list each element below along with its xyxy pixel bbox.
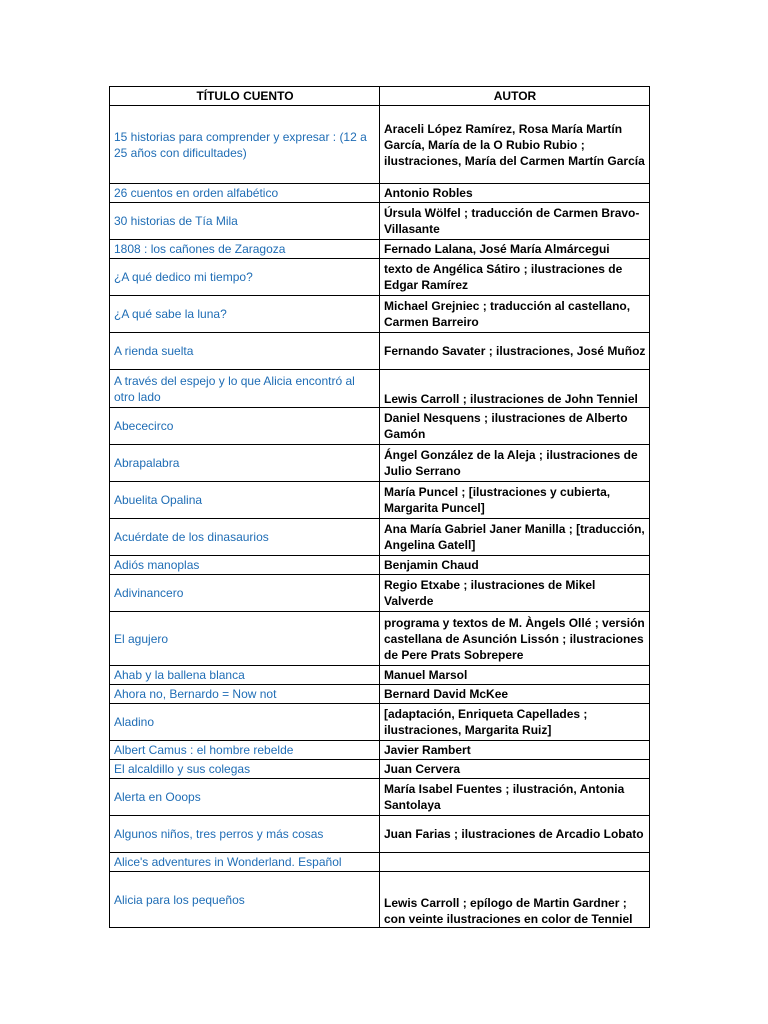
header-title: TÍTULO CUENTO [110,87,380,106]
stories-table [109,86,650,928]
table-row [110,106,650,184]
spreadsheet-table-container [109,86,649,928]
cell-title[interactable]: Abuelita Opalina [110,482,380,519]
table-row [110,760,650,779]
cell-author[interactable]: María Puncel ; [ilustraciones y cubierta, Margarita Puncel] [380,482,650,519]
cell-author[interactable]: Fernado Lalana, José María Almárcegui [380,240,650,259]
cell-author[interactable]: Ana María Gabriel Janer Manilla ; [traducción, Angelina Gatell] [380,519,650,556]
table-row [110,779,650,816]
cell-title[interactable]: El alcaldillo y sus colegas [110,760,380,779]
header-row [110,87,650,106]
cell-title[interactable]: Adivinancero [110,575,380,612]
cell-title[interactable]: Alerta en Ooops [110,779,380,816]
table-row [110,259,650,296]
cell-title[interactable]: Abrapalabra [110,445,380,482]
cell-author[interactable]: Lewis Carroll ; ilustraciones de John Tenniel [380,370,650,408]
cell-author[interactable]: Manuel Marsol [380,666,650,685]
cell-title[interactable]: Acuérdate de los dinasaurios [110,519,380,556]
cell-title[interactable]: 30 historias de Tía Mila [110,203,380,240]
table-row [110,296,650,333]
cell-author[interactable]: Ángel González de la Aleja ; ilustraciones de Julio Serrano [380,445,650,482]
cell-title[interactable]: Ahab y la ballena blanca [110,666,380,685]
table-row [110,203,650,240]
cell-author[interactable]: [adaptación, Enriqueta Capellades ; ilustraciones, Margarita Ruiz] [380,704,650,741]
table-row [110,704,650,741]
cell-author[interactable]: programa y textos de M. Àngels Ollé ; versión castellana de Asunción Lissón ; ilustraciones de Pere Prats Sobrepere [380,612,650,666]
cell-author[interactable]: Javier Rambert [380,741,650,760]
cell-title[interactable]: Ahora no, Bernardo = Now not [110,685,380,704]
table-row [110,556,650,575]
cell-title[interactable]: Alicia para los pequeños [110,872,380,928]
cell-author[interactable]: María Isabel Fuentes ; ilustración, Antonia Santolaya [380,779,650,816]
cell-author[interactable]: Antonio Robles [380,184,650,203]
table-row [110,445,650,482]
cell-author[interactable]: texto de Angélica Sátiro ; ilustraciones de Edgar Ramírez [380,259,650,296]
cell-author[interactable]: Úrsula Wölfel ; traducción de Carmen Bravo-Villasante [380,203,650,240]
header-author: AUTOR [380,87,650,106]
table-row [110,519,650,556]
cell-title[interactable]: ¿A qué sabe la luna? [110,296,380,333]
table-row [110,370,650,408]
cell-author[interactable]: Juan Cervera [380,760,650,779]
cell-author[interactable]: Bernard David McKee [380,685,650,704]
table-row [110,741,650,760]
cell-author[interactable]: Regio Etxabe ; ilustraciones de Mikel Valverde [380,575,650,612]
cell-author[interactable]: Araceli López Ramírez, Rosa María Martín García, María de la O Rubio Rubio ; ilustraciones, María del Carmen Martín García [380,106,650,184]
table-row [110,482,650,519]
cell-author[interactable] [380,853,650,872]
table-row [110,408,650,445]
cell-title[interactable]: 15 historias para comprender y expresar : (12 a 25 años con dificultades) [110,106,380,184]
table-row [110,575,650,612]
cell-title[interactable]: 26 cuentos en orden alfabético [110,184,380,203]
cell-author[interactable]: Benjamin Chaud [380,556,650,575]
cell-title[interactable]: Alice's adventures in Wonderland. Español [110,853,380,872]
cell-author[interactable]: Juan Farias ; ilustraciones de Arcadio Lobato [380,816,650,853]
cell-title[interactable]: El agujero [110,612,380,666]
cell-author[interactable]: Michael Grejniec ; traducción al castellano, Carmen Barreiro [380,296,650,333]
cell-title[interactable]: 1808 : los cañones de Zaragoza [110,240,380,259]
cell-title[interactable]: ¿A qué dedico mi tiempo? [110,259,380,296]
table-row [110,685,650,704]
cell-author[interactable]: Daniel Nesquens ; ilustraciones de Alberto Gamón [380,408,650,445]
table-row [110,184,650,203]
cell-author[interactable]: Fernando Savater ; ilustraciones, José Muñoz [380,333,650,370]
table-row [110,333,650,370]
cell-title[interactable]: Algunos niños, tres perros y más cosas [110,816,380,853]
cell-title[interactable]: A rienda suelta [110,333,380,370]
cell-author[interactable]: Lewis Carroll ; epílogo de Martin Gardner ; con veinte ilustraciones en color de Tenniel [380,872,650,928]
table-row [110,666,650,685]
cell-title[interactable]: Abececirco [110,408,380,445]
cell-title[interactable]: Albert Camus : el hombre rebelde [110,741,380,760]
table-row [110,240,650,259]
cell-title[interactable]: A través del espejo y lo que Alicia encontró al otro lado [110,370,380,408]
cell-title[interactable]: Aladino [110,704,380,741]
table-row [110,872,650,928]
table-row [110,816,650,853]
table-row [110,612,650,666]
table-row [110,853,650,872]
cell-title[interactable]: Adiós manoplas [110,556,380,575]
